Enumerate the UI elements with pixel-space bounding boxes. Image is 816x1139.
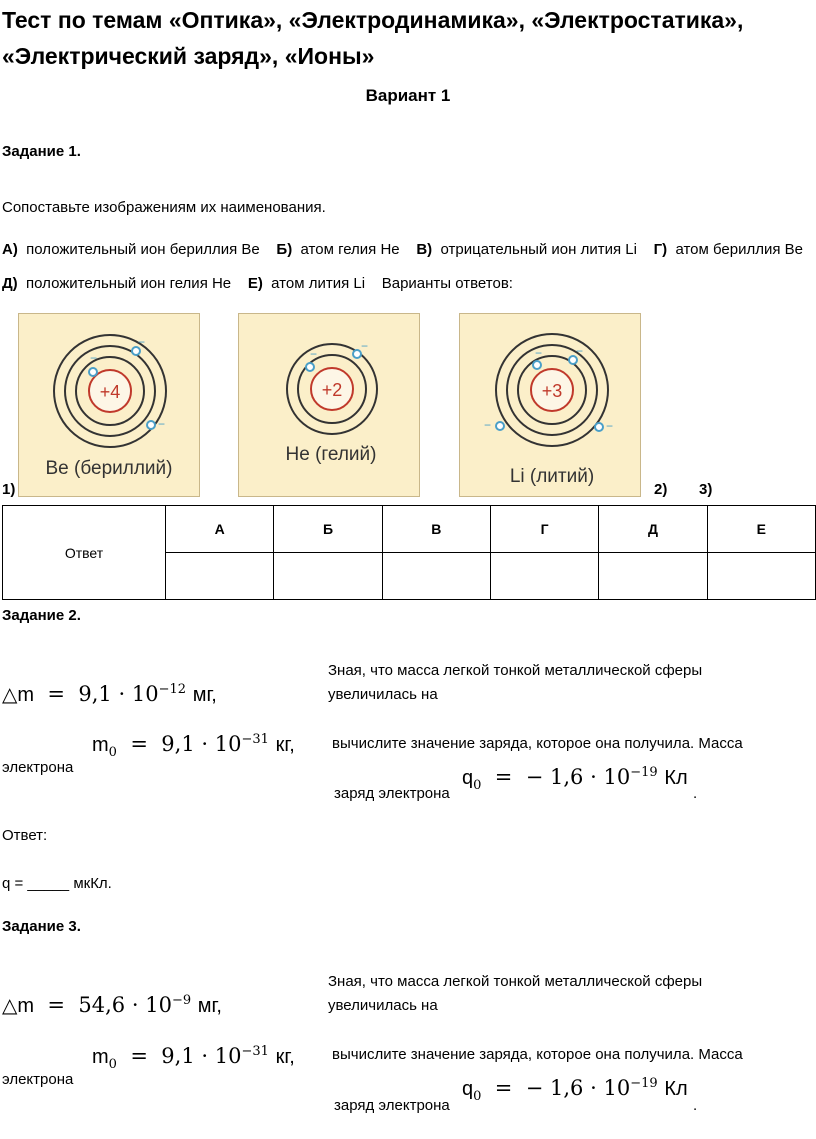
option-text: атом лития Li — [271, 275, 366, 292]
option-text: атом бериллия Be — [675, 241, 804, 258]
svg-text:−: − — [576, 344, 584, 358]
page-title: Тест по темам «Оптика», «Электродинамика», «Электростатика», «Электрический заряд», «Ионы» — [2, 7, 744, 69]
task3-formula-dm: △m = $54,6 \cdot 10^{-9}$ мг, — [2, 993, 222, 1017]
electron — [496, 422, 504, 430]
option-text: положительный ион бериллия Be — [26, 241, 260, 258]
task2-formula-q0: $q_0$ = − $1,6 \cdot 10^{-19}$ Кл — [462, 765, 688, 794]
task3-period: . — [693, 1097, 698, 1114]
answer-column-header: Г — [490, 506, 598, 553]
electron — [353, 350, 361, 358]
picture-caption: He (гелий) — [285, 444, 377, 465]
nucleus-charge: +2 — [321, 380, 343, 400]
task3-text2: вычислите значение заряда, которое она получила. Масса — [332, 1046, 743, 1063]
svg-text:−: − — [361, 339, 369, 353]
electron — [147, 421, 155, 429]
answer-row-label: Ответ — [3, 506, 166, 600]
option-letter: Д) — [2, 275, 18, 292]
task3-formula-m0: $m_0 = 9,1 \cdot 10^{-31}$ кг, — [92, 1044, 295, 1073]
variant-heading: Вариант 1 — [365, 86, 451, 105]
answer-cell[interactable] — [599, 553, 707, 600]
picture-number-3: 3) — [699, 481, 713, 498]
answer-column-header: А — [166, 506, 274, 553]
task2-text1: Зная, что масса легкой тонкой металлической сферы увеличилась на — [328, 662, 703, 703]
atom-diagram — [19, 314, 199, 496]
task2-text3: заряд электрона — [334, 785, 450, 802]
picture-number-2: 2) — [654, 481, 668, 498]
picture-caption: Be (бериллий) — [45, 458, 173, 479]
option-text: отрицательный ион лития Li — [440, 241, 637, 258]
task3-formula-q0: $q_0$ = − $1,6 \cdot 10^{-19}$ Кл — [462, 1076, 688, 1105]
task3-heading: Задание 3. — [2, 918, 81, 935]
picture-lithium — [459, 313, 641, 497]
option-text: атом гелия He — [300, 241, 400, 258]
electron — [533, 361, 541, 369]
task2-heading: Задание 2. — [2, 607, 81, 624]
task2-text2: вычислите значение заряда, которое она получила. Масса — [332, 735, 743, 752]
nucleus-charge: +3 — [541, 381, 563, 401]
task3-text1: Зная, что масса легкой тонкой металлической сферы увеличилась на — [328, 973, 703, 1014]
option-letter: В) — [416, 241, 433, 258]
atom-diagram — [460, 314, 640, 496]
picture-number-1: 1) — [2, 481, 16, 498]
option-letter: Б) — [276, 241, 293, 258]
answer-column-header: Д — [599, 506, 707, 553]
svg-text:−: − — [535, 346, 543, 360]
answer-column-header: Б — [274, 506, 382, 553]
variants-label: Варианты ответов: — [381, 275, 513, 292]
electron — [595, 423, 603, 431]
svg-text:−: − — [484, 418, 492, 432]
svg-text:−: − — [138, 335, 146, 349]
picture-caption: Li (литий) — [509, 466, 595, 487]
task1-instruction: Сопоставьте изображениям их наименования. — [2, 199, 326, 216]
task1-options-line2 — [2, 275, 513, 292]
task2-answer-label: Ответ: — [2, 827, 48, 844]
answer-cell[interactable] — [274, 553, 382, 600]
task2-answer-line[interactable]: q = _____ мкКл. — [2, 875, 112, 892]
electron — [306, 363, 314, 371]
answer-cell[interactable] — [166, 553, 274, 600]
picture-beryllium — [18, 313, 200, 497]
answer-column-header: В — [382, 506, 490, 553]
task2-text-electron: электрона — [2, 759, 74, 776]
option-letter: А) — [2, 241, 18, 258]
task1-options-line1 — [2, 241, 803, 258]
answer-column-header: Е — [707, 506, 815, 553]
task3-text-electron: электрона — [2, 1071, 74, 1088]
option-letter: Г) — [653, 241, 668, 258]
svg-text:−: − — [90, 351, 98, 365]
answer-cell[interactable] — [382, 553, 490, 600]
svg-text:−: − — [158, 417, 166, 431]
atom-diagram — [239, 314, 419, 496]
answer-cell[interactable] — [707, 553, 815, 600]
task2-formula-m0: $m_0 = 9,1 \cdot 10^{-31}$ кг, — [92, 732, 295, 761]
task2-formula-dm: △m = $9,1 \cdot 10^{-12}$ мг, — [2, 682, 217, 706]
task1-heading: Задание 1. — [2, 143, 81, 160]
answer-table — [2, 505, 816, 600]
task3-text3: заряд электрона — [334, 1097, 450, 1114]
answer-cell[interactable] — [490, 553, 598, 600]
electron — [89, 368, 97, 376]
nucleus-charge: +4 — [99, 382, 121, 402]
picture-helium — [238, 313, 420, 497]
option-text: положительный ион гелия He — [26, 275, 232, 292]
svg-text:−: − — [310, 347, 318, 361]
option-letter: Е) — [247, 275, 263, 292]
svg-text:−: − — [606, 419, 614, 433]
task2-period: . — [693, 785, 698, 802]
